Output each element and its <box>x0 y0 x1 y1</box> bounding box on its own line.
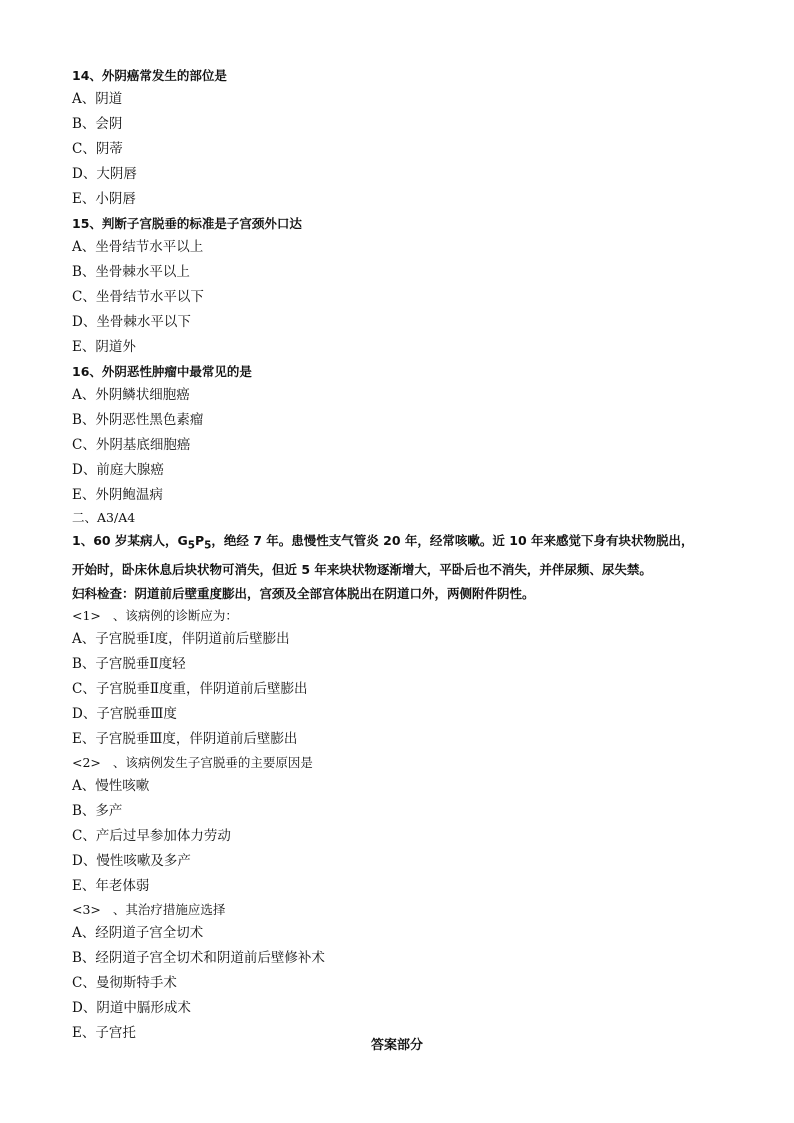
option-a: A、慢性咳嗽 <box>72 777 150 794</box>
option-e: E、年老体弱 <box>72 877 150 894</box>
option-e: E、外阴鲍温病 <box>72 487 163 503</box>
question-stem: 15、判断子宫脱垂的标准是子宫颈外口达 <box>72 216 302 231</box>
option-a: A、子宫脱垂Ⅰ度，伴阴道前后壁膨出 <box>72 630 290 647</box>
option-e: E、子宫托 <box>72 1024 136 1041</box>
question-stem: 16、外阴恶性肿瘤中最常见的是 <box>72 364 252 379</box>
option-d: D、坐骨棘水平以下 <box>72 314 191 330</box>
subscript: 5 <box>187 539 195 552</box>
option-e: E、小阴唇 <box>72 191 136 207</box>
option-a: A、外阴鳞状细胞癌 <box>72 387 190 403</box>
option-d: D、慢性咳嗽及多产 <box>72 852 191 869</box>
subquestion-stem: <2> 、该病例发生子宫脱垂的主要原因是 <box>72 754 313 770</box>
option-d: D、大阴唇 <box>72 166 137 182</box>
subquestion-1 <box>72 605 732 752</box>
option-a: A、经阴道子宫全切术 <box>72 924 204 941</box>
answer-section-heading: 答案部分 <box>370 1038 423 1053</box>
option-a: A、坐骨结节水平以上 <box>72 239 204 255</box>
case-line-3: 妇科检查：阴道前后壁重度膨出，宫颈及全部宫体脱出在阴道口外，两侧附件阴性。 <box>72 585 535 601</box>
subquestion-3 <box>72 899 732 1046</box>
option-e: E、子宫脱垂Ⅲ度，伴阴道前后壁膨出 <box>72 730 298 747</box>
question-stem: 14、外阴癌常发生的部位是 <box>72 68 227 83</box>
question-15 <box>72 213 732 360</box>
case-line-2: 开始时，卧床休息后块状物可消失，但近 5 年来块状物逐渐增大，平卧后也不消失，并伴尿频、尿失禁。 <box>72 561 652 577</box>
option-d: D、子宫脱垂Ⅲ度 <box>72 705 177 722</box>
case-text: 1、60 岁某病人，G <box>72 533 188 548</box>
case-line-1 <box>72 530 732 557</box>
case-description <box>72 530 732 605</box>
option-c: C、子宫脱垂Ⅱ度重，伴阴道前后壁膨出 <box>72 680 308 697</box>
option-b: B、会阴 <box>72 116 123 132</box>
subscript: 5 <box>204 539 212 552</box>
option-b: B、外阴恶性黑色素瘤 <box>72 412 204 428</box>
subquestion-stem: <3> 、其治疗措施应选择 <box>72 901 226 917</box>
option-c: C、坐骨结节水平以下 <box>72 289 204 305</box>
option-d: D、阴道中膈形成术 <box>72 999 191 1016</box>
option-b: B、多产 <box>72 802 123 819</box>
subquestion-2 <box>72 752 732 899</box>
subquestion-stem: <1> 、该病例的诊断应为： <box>72 607 238 623</box>
case-text: ，绝经 7 年。患慢性支气管炎 20 年，经常咳嗽。近 10 年来感觉下身有块状物脱出， <box>211 533 694 548</box>
option-c: C、外阴基底细胞癌 <box>72 437 191 453</box>
exam-page <box>72 64 732 1046</box>
option-e: E、阴道外 <box>72 339 136 355</box>
option-b: B、坐骨棘水平以上 <box>72 264 190 280</box>
option-c: C、产后过早参加体力劳动 <box>72 827 231 844</box>
option-c: C、阴蒂 <box>72 141 123 157</box>
section-heading: 二、A3/A4 <box>72 510 136 525</box>
question-14 <box>72 65 732 212</box>
case-text: P <box>194 533 205 548</box>
option-b: B、经阴道子宫全切术和阴道前后壁修补术 <box>72 949 325 966</box>
option-c: C、曼彻斯特手术 <box>72 974 177 991</box>
option-b: B、子宫脱垂Ⅱ度轻 <box>72 655 186 672</box>
option-d: D、前庭大腺癌 <box>72 462 164 478</box>
question-16 <box>72 361 732 508</box>
option-a: A、阴道 <box>72 91 123 107</box>
